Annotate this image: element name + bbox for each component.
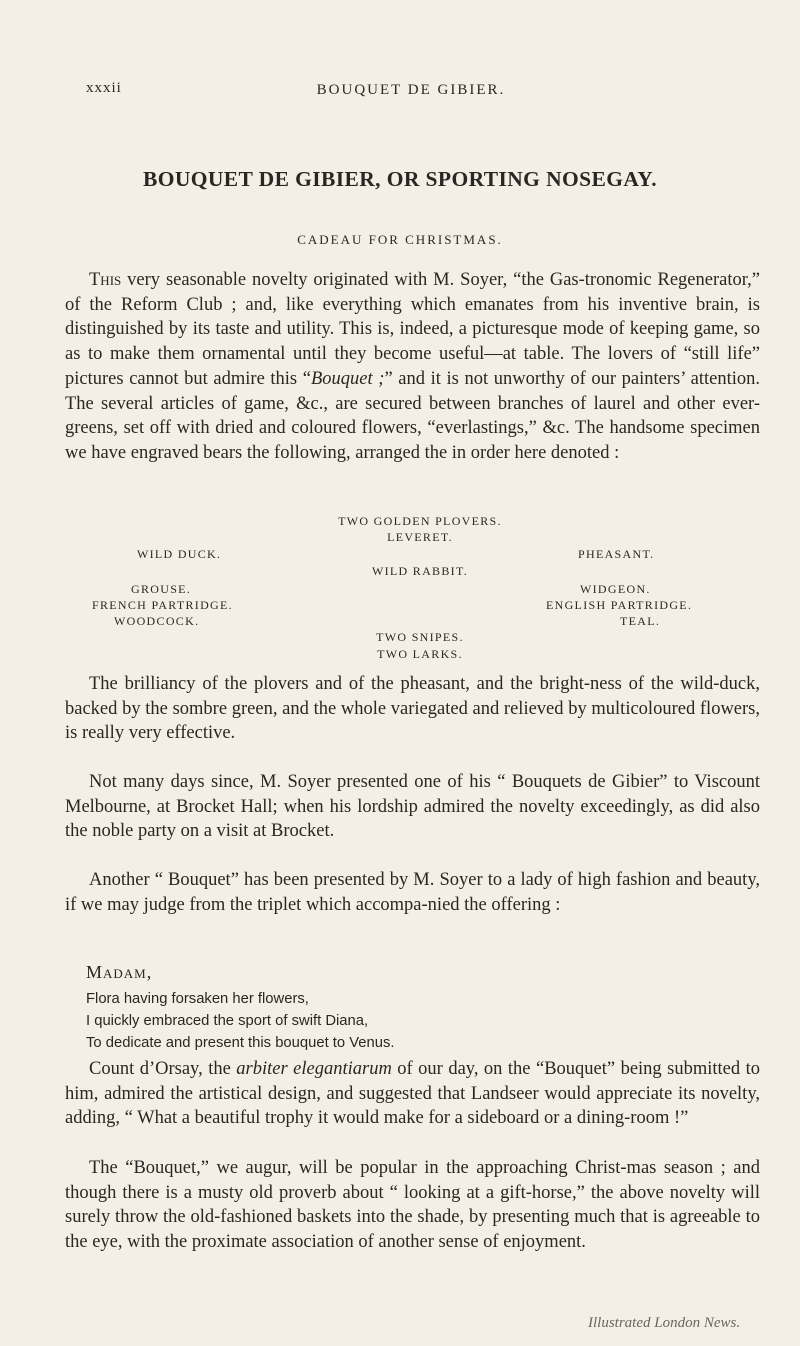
letter-salutation: Madam, <box>86 962 153 982</box>
page-number: xxxii <box>86 80 122 96</box>
poem-line: I quickly embraced the sport of swift Diana, <box>86 1013 369 1029</box>
paragraph-intro-text: very seasonable novelty originated with M. Soyer, “the Gas-tronomic Regenerator,” of the Reform Club ; and, like everything which emanates from his inventive brain, is distinguished by its taste and utility. This is, indeed, a picturesque mode of keeping game, so as to make them ornamental until they become useful—at table. The lovers of “still life” pictures cannot but admire this “ <box>65 270 760 389</box>
poem-line: Flora having forsaken her flowers, <box>86 991 309 1007</box>
arrangement-french-partridge: FRENCH PARTRIDGE. <box>92 598 233 612</box>
arrangement-woodcock: WOODCOCK. <box>114 614 200 628</box>
arrangement-leveret: LEVERET. <box>387 530 453 544</box>
article-title: BOUQUET DE GIBIER, OR SPORTING NOSEGAY. <box>142 167 658 191</box>
paragraph-christmas: The “Bouquet,” we augur, will be popular in the approaching Christ-mas season ; and though there is a musty old proverb about “ looking at a gift-horse,” the above novelty will surely throw the old-fashioned baskets into the shade, by presenting much that is agreeable to the eye, with the proximate association of another sense of enjoyment. <box>65 1158 760 1253</box>
paragraph-dorsay-end: of our day, on the “Bouquet” being submitted to him, admired the artistical design, and suggested that Landseer would appreciate its novelty, adding, “ What a beautiful trophy it would make for a sideboard or a dining-room !” <box>65 1059 760 1129</box>
paragraph-intro <box>65 268 760 466</box>
paragraph-another-bouquet: Another “ Bouquet” has been presented by M. Soyer to a lady of high fashion and beauty, if we may judge from the triplet which accompa-nied the offering : <box>65 870 760 915</box>
paragraph-dorsay-emphasis: arbiter elegantiarum <box>236 1059 392 1079</box>
paragraph-dorsay-start: Count d’Orsay, the <box>89 1059 237 1079</box>
arrangement-wild-rabbit: WILD RABBIT. <box>371 564 469 578</box>
arrangement-grouse: GROUSE. <box>131 582 192 596</box>
paragraph-melbourne: Not many days since, M. Soyer presented one of his “ Bouquets de Gibier” to Viscount Melbourne, at Brocket Hall; when his lordship admired the novelty exceedingly, as did also the noble party on a visit at Brocket. <box>65 772 760 842</box>
paragraph-intro-emphasis: Bouquet ; <box>310 368 385 389</box>
paragraph-lead-word: This <box>89 270 122 290</box>
arrangement-golden-plovers: TWO GOLDEN PLOVERS. <box>338 514 502 528</box>
triplet-poem <box>86 988 395 1054</box>
paragraph-brilliancy: The brilliancy of the plovers and of the pheasant, and the bright-ness of the wild-duck, backed by the sombre green, and the whole variegated and relieved by multicoloured flowers, is really very effective. <box>65 674 760 744</box>
arrangement-widgeon: WIDGEON. <box>580 582 651 596</box>
arrangement-two-snipes: TWO SNIPES. <box>376 630 464 644</box>
arrangement-english-partridge: ENGLISH PARTRIDGE. <box>546 598 693 612</box>
article-subtitle: CADEAU FOR CHRISTMAS. <box>297 232 503 247</box>
running-head <box>86 80 736 104</box>
paragraph-dorsay <box>65 1057 760 1131</box>
running-head-title: BOUQUET DE GIBIER. <box>316 82 506 98</box>
arrangement-pheasant: PHEASANT. <box>578 547 655 561</box>
arrangement-wild-duck: WILD DUCK. <box>137 547 222 561</box>
source-attribution: Illustrated London News. <box>588 1315 741 1331</box>
arrangement-two-larks: TWO LARKS. <box>377 647 463 661</box>
arrangement-teal: TEAL. <box>620 614 661 628</box>
poem-line: To dedicate and present this bouquet to Venus. <box>86 1035 395 1051</box>
paragraph-intro-end: ” and it is not unworthy of our painters’ attention. The several articles of game, &c., are secured between branches of laurel and other ever-greens, set off with dried and coloured flowers, “everlastings,” &c. The handsome specimen we have engraved bears the following, arranged the in order here denoted : <box>65 368 760 463</box>
